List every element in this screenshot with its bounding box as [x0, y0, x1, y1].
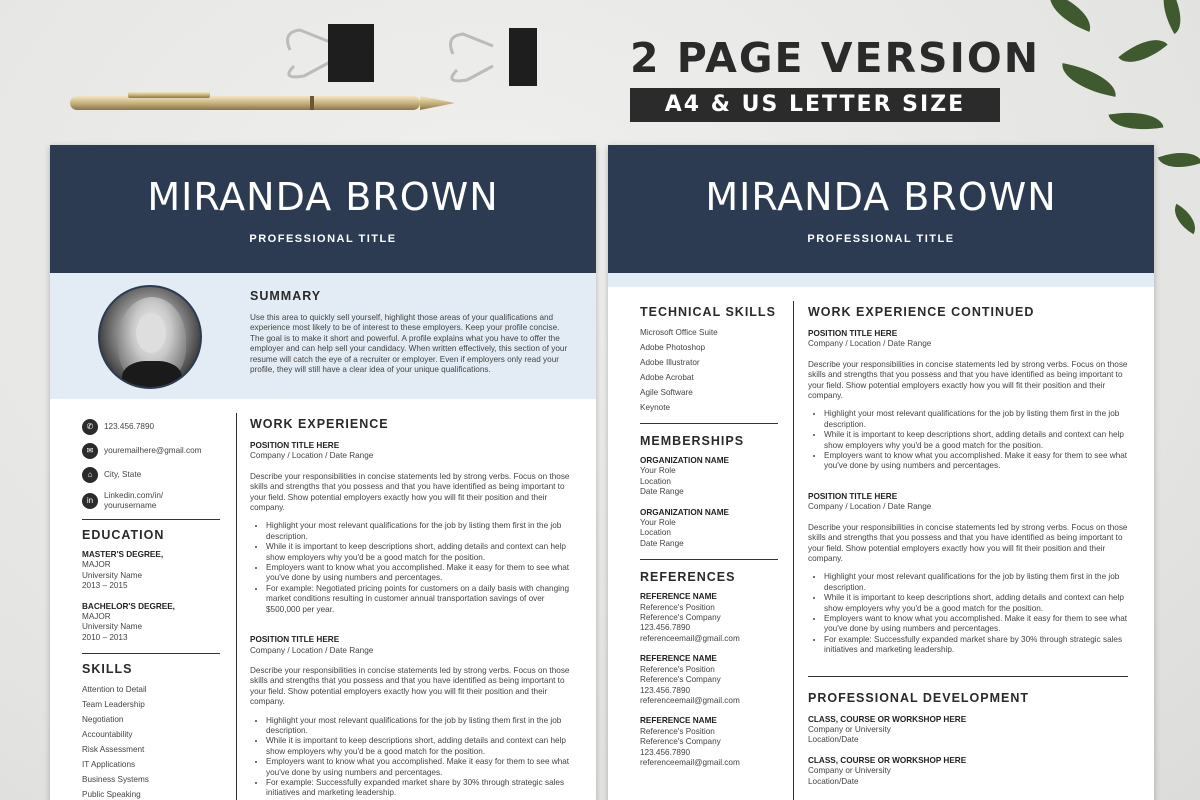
- professional-title: PROFESSIONAL TITLE: [807, 233, 955, 245]
- education-title: EDUCATION: [82, 528, 165, 542]
- reference-item: REFERENCE NAME Reference's Position Reference's Company 123.456.7890 referenceemail@gmail.com: [640, 654, 740, 705]
- skill-item: Accountability: [82, 730, 133, 740]
- promo-subheadline-badge: A4 & US LETTER SIZE: [630, 88, 1000, 122]
- skills-title: SKILLS: [82, 662, 133, 677]
- column-divider: [793, 301, 794, 800]
- tech-skill-item: Adobe Acrobat: [640, 373, 694, 382]
- resume-page-2: [608, 145, 1154, 800]
- references-title: REFERENCES: [640, 570, 736, 585]
- binder-clip-1: [280, 22, 376, 84]
- tech-skill-item: Keynote: [640, 403, 671, 412]
- technical-skills-list: [640, 325, 778, 415]
- skill-item: Business Systems: [82, 775, 149, 785]
- divider: [640, 423, 778, 424]
- left-column: [640, 305, 778, 778]
- course-item: CLASS, COURSE OR WORKSHOP HERE Company or University Location/Date: [808, 755, 967, 786]
- course-item: CLASS, COURSE OR WORKSHOP HERE Company or University Location/Date: [808, 714, 967, 745]
- job-entry: POSITION TITLE HERE Company / Location / Date Range Describe your responsibilities in concise statements led by strong verbs. Focus on those skills and strengths that you possess and that you have identified as being important to your field. Show potential employers exactly how you will fit their position and their company. • Highlight your most relevant qualifications for the job by listing them first in the job description. • While it is important to keep descriptions short, adding details and context can help show employers why you'd be a good match for the position. • Employers want to know what you accomplished. Make it easy for them to see what you've done by using numbers and percentages. • For example: Negotiated pricing points for customers on a daily basis with changing market conditions resulting in customer annual transportation savings of over $500,000 per year.: [250, 441, 570, 615]
- resume-header: [608, 145, 1154, 273]
- divider: [640, 559, 778, 560]
- resume-page-1: [50, 145, 596, 800]
- memberships-title: MEMBERSHIPS: [640, 434, 745, 448]
- skill-item: Negotiation: [82, 715, 124, 725]
- pen-prop: [70, 92, 455, 114]
- work-continued-title: WORK EXPERIENCE CONTINUED: [808, 305, 1035, 319]
- reference-item: REFERENCE NAME Reference's Position Reference's Company 123.456.7890 referenceemail@gmail.com: [640, 592, 740, 643]
- left-column: [82, 419, 220, 800]
- work-title: WORK EXPERIENCE: [250, 417, 389, 431]
- education-item: MASTER'S DEGREE, MAJOR University Name 2013 – 2015: [82, 550, 164, 591]
- technical-skills-title: TECHNICAL SKILLS: [640, 305, 776, 319]
- contact-linkedin: in Linkedin.com/in/ yourusername: [82, 491, 220, 511]
- linkedin-icon: in: [82, 493, 98, 509]
- column-divider: [236, 413, 237, 800]
- summary-title: SUMMARY: [250, 289, 322, 303]
- tech-skill-item: Microsoft Office Suite: [640, 328, 718, 337]
- work-experience-continued-section: [808, 305, 1128, 797]
- summary-section: [250, 289, 568, 375]
- phone-icon: ✆: [82, 419, 98, 435]
- skills-list: [82, 682, 220, 800]
- divider: [808, 676, 1128, 677]
- contact-phone: ✆ 123.456.7890: [82, 419, 220, 435]
- divider: [82, 519, 220, 520]
- skill-item: Public Speaking: [82, 790, 141, 800]
- job-entry: POSITION TITLE HERE Company / Location / Date Range Describe your responsibilities in concise statements led by strong verbs. Focus on those skills and strengths that you possess and that you have identified as being important to your field. Show potential employers exactly how you will fit their position and their company. • Highlight your most relevant qualifications for the job by listing them first in the job description. • While it is important to keep descriptions short, adding details and context can help show employers why you'd be a good match for the position. • Employers want to know what you accomplished. Make it easy for them to see what you've done by using numbers and percentages. • For example: Successfully expanded market share by 30% through strategic sales initiatives and marketing leadership.: [250, 635, 570, 799]
- education-item: BACHELOR'S DEGREE, MAJOR University Name 2010 – 2013: [82, 601, 175, 642]
- job-entry: POSITION TITLE HERE Company / Location / Date Range Describe your responsibilities in concise statements led by strong verbs. Focus on those skills and strengths that you possess and that you have identified as being important to your field. Show potential employers exactly how you will fit their position and their company. • Highlight your most relevant qualifications for the job by listing them first in the job description. • While it is important to keep descriptions short, adding details and context can help show employers why you'd be a good match for the position. • Employers want to know what you accomplished. Make it easy for them to see what you've done by using numbers and percentages. • For example: Successfully expanded market share by 30% through strategic sales initiatives and marketing leadership.: [808, 492, 1128, 656]
- summary-band: [50, 273, 596, 399]
- professional-development-title: PROFESSIONAL DEVELOPMENT: [808, 690, 1030, 705]
- reference-item: REFERENCE NAME Reference's Position Reference's Company 123.456.7890 referenceemail@gmail.com: [640, 716, 740, 767]
- tech-skill-item: Agile Software: [640, 388, 693, 397]
- email-icon: ✉: [82, 443, 98, 459]
- job-entry: POSITION TITLE HERE Company / Location / Date Range Describe your responsibilities in concise statements led by strong verbs. Focus on those skills and strengths that you possess and that you have identified as being important to your field. Show potential employers exactly how you will fit their position and their company. • Highlight your most relevant qualifications for the job by listing them first in the job description. • While it is important to keep descriptions short, adding details and context can help show employers why you'd be a good match for the position. • Employers want to know what you accomplished. Make it easy for them to see what you've done by using numbers and percentages.: [808, 329, 1128, 472]
- accent-band: [608, 273, 1154, 287]
- professional-title: PROFESSIONAL TITLE: [249, 233, 397, 245]
- contact-email: ✉ youremailhere@gmail.com: [82, 443, 220, 459]
- contact-location: ⌂ City, State: [82, 467, 220, 483]
- skill-item: IT Applications: [82, 760, 136, 770]
- tech-skill-item: Adobe Photoshop: [640, 343, 706, 352]
- work-experience-section: [250, 417, 570, 800]
- divider: [82, 653, 220, 654]
- resume-header: [50, 145, 596, 273]
- promo-headline: 2 PAGE VERSION: [630, 34, 1041, 82]
- binder-clip-2: [443, 26, 539, 88]
- resume-name: MIRANDA BROWN: [705, 175, 1057, 219]
- membership-item: ORGANIZATION NAME Your Role Location Date Range: [640, 507, 729, 548]
- membership-item: ORGANIZATION NAME Your Role Location Date Range: [640, 456, 729, 497]
- skill-item: Risk Assessment: [82, 745, 145, 755]
- profile-photo: [98, 285, 202, 389]
- tech-skill-item: Adobe Illustrator: [640, 358, 700, 367]
- skill-item: Team Leadership: [82, 700, 145, 710]
- home-icon: ⌂: [82, 467, 98, 483]
- skill-item: Attention to Detail: [82, 685, 147, 695]
- resume-name: MIRANDA BROWN: [147, 175, 499, 219]
- summary-text: Use this area to quickly sell yourself, highlight those areas of your qualifications and experience most likely to be of interest to these employers. Keep your profile concise. The goal is to make it short and powerful. A profile explains what you have to offer the employer and can help sell your candidacy. When written effectively, this section of your resume will catch the eye of a recruiter or employer. Even if employers only read your profile, they will still have a clear idea of your unique qualifications.: [250, 313, 568, 375]
